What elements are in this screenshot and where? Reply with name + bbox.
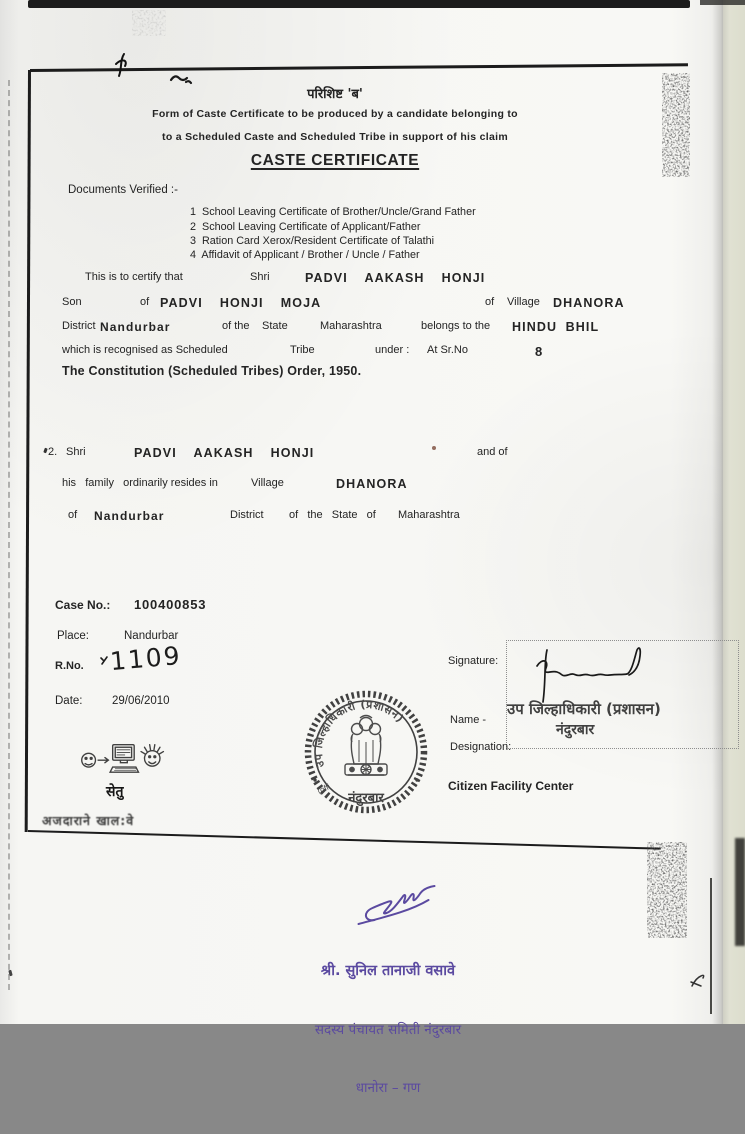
doc-item-1: 1 School Leaving Certificate of Brother/Uncle/Grand Father	[190, 206, 476, 218]
district-label: District	[62, 320, 96, 332]
of-the-state-of-text: of the State of	[289, 509, 376, 521]
clause1-line3	[0, 320, 745, 336]
at-srno-label: At Sr.No	[427, 344, 468, 356]
seal-arc-text: उप जिल्हाधिकारी (प्रशासन)	[311, 697, 407, 769]
name-label: Name -	[450, 714, 487, 726]
caste-value: HINDU BHIL	[512, 320, 600, 334]
place-label: Place:	[57, 630, 89, 642]
round-official-seal	[303, 688, 429, 816]
bottom-right-vertical-line	[710, 878, 712, 1014]
issuer-area: धानोरा – गण	[355, 1080, 421, 1096]
form-subtitle-line2: to a Scheduled Caste and Scheduled Tribe in support of his claim	[162, 131, 508, 143]
state-value: Maharashtra	[320, 320, 382, 332]
seal-bottom-text: नंदुरबार	[348, 791, 384, 806]
case-no-label: Case No.:	[55, 598, 111, 612]
issuer-name: श्री. सुनिल तानाजी वसावे	[320, 963, 456, 979]
frame-bottom-line	[28, 830, 661, 850]
setu-note-stamp: अजदाराने खाल:वे	[42, 813, 135, 828]
district-value: Nandurbar	[100, 320, 171, 334]
and-of-text: and of	[477, 446, 508, 458]
right-edge-dark-strip	[735, 838, 745, 946]
shri-label-2: Shri	[66, 446, 86, 458]
constitution-line: The Constitution (Scheduled Tribes) Order, 1950.	[62, 364, 362, 378]
designation-label: Designation:	[450, 741, 512, 753]
applicant-name-2: PADVI AAKASH HONJI	[134, 446, 315, 460]
recognised-text: which is recognised as Scheduled	[62, 344, 228, 356]
clause1-line2	[0, 296, 745, 312]
smudge-top	[132, 10, 166, 36]
toner-noise-top-right	[662, 73, 690, 177]
father-name: PADVI HONJI MOJA	[160, 296, 322, 310]
certificate-title: CASTE CERTIFICATE	[250, 152, 420, 169]
place-value: Nandurbar	[124, 630, 179, 642]
left-edge-speckle	[8, 80, 12, 990]
rno-handwritten-value: 1109	[108, 640, 183, 677]
issuer-role: सदस्य पंचायत समिती नंदुरबार	[314, 1022, 462, 1038]
rno-pen-dash	[99, 655, 113, 667]
district-value-2: Nandurbar	[94, 509, 165, 523]
of-word-2: of	[485, 296, 495, 308]
of-the-text: of the	[222, 320, 250, 332]
documents-verified-label: Documents Verified :-	[68, 184, 178, 196]
office-stamp-line1: उप जिल्हाधिकारी (प्रशासन)	[507, 700, 661, 718]
citizen-facility-center-label: Citizen Facility Center	[448, 779, 574, 793]
setu-label: सेतु	[106, 784, 124, 800]
certify-text: This is to certify that	[85, 271, 183, 283]
office-stamp-line2: नंदुरबार	[556, 722, 595, 738]
srno-value: 8	[535, 344, 543, 359]
applicant-name: PADVI AAKASH HONJI	[305, 271, 486, 285]
state-value-2: Maharashtra	[398, 509, 460, 521]
village-label: Village	[507, 296, 540, 308]
clause1-line4	[0, 344, 745, 360]
signature-label: Signature:	[448, 655, 499, 667]
clause2-number: 2.	[48, 446, 58, 458]
resides-text: his family ordinarily resides in	[62, 477, 218, 489]
doc-item-4: 4 Affidavit of Applicant / Brother / Uncle / Father	[190, 249, 420, 261]
clause2-line1	[0, 446, 745, 462]
form-subtitle-line1: Form of Caste Certificate to be produced by a candidate belonging to	[152, 108, 518, 120]
belongs-text: belongs to the	[421, 320, 491, 332]
ashoka-emblem-icon	[345, 716, 387, 776]
toner-noise-bottom-right	[647, 842, 687, 938]
clause2-line3	[0, 509, 745, 525]
of-word-1: of	[140, 296, 150, 308]
doc-item-3: 3 Ration Card Xerox/Resident Certificate of Talathi	[190, 235, 435, 247]
issuer-stamp-block	[283, 922, 493, 1134]
tribe-word: Tribe	[290, 344, 315, 356]
setu-logo-icon	[80, 741, 166, 781]
seal-office-text: (offi	[315, 781, 332, 796]
under-word: under :	[375, 344, 410, 356]
ink-squiggle-bottom-right	[688, 968, 708, 990]
village-value-2: DHANORA	[336, 477, 408, 491]
state-label: State	[262, 320, 288, 332]
stray-dot-bottom-left	[8, 970, 12, 977]
date-value: 29/06/2010	[112, 695, 170, 707]
top-right-bar-nub	[700, 0, 745, 5]
clause1-line1	[0, 271, 745, 287]
district-label-2: District	[230, 509, 264, 521]
case-no-value: 100400853	[134, 597, 207, 612]
doc-item-2: 2 School Leaving Certificate of Applicant/Father	[190, 220, 421, 233]
son-label: Son	[62, 296, 82, 308]
village-label-2: Village	[251, 477, 284, 489]
date-label: Date:	[55, 695, 83, 707]
rno-label: R.No.	[55, 660, 84, 672]
of-word-3: of	[68, 509, 78, 521]
clause2-line2	[0, 477, 745, 493]
ink-squiggle-top-left	[110, 52, 138, 78]
stray-dot-mid	[432, 446, 436, 450]
village-value: DHANORA	[553, 296, 625, 310]
top-scan-bar	[28, 0, 690, 8]
shri-label: Shri	[250, 271, 270, 283]
appendix-label: परिशिष्ट 'ब'	[307, 87, 363, 102]
